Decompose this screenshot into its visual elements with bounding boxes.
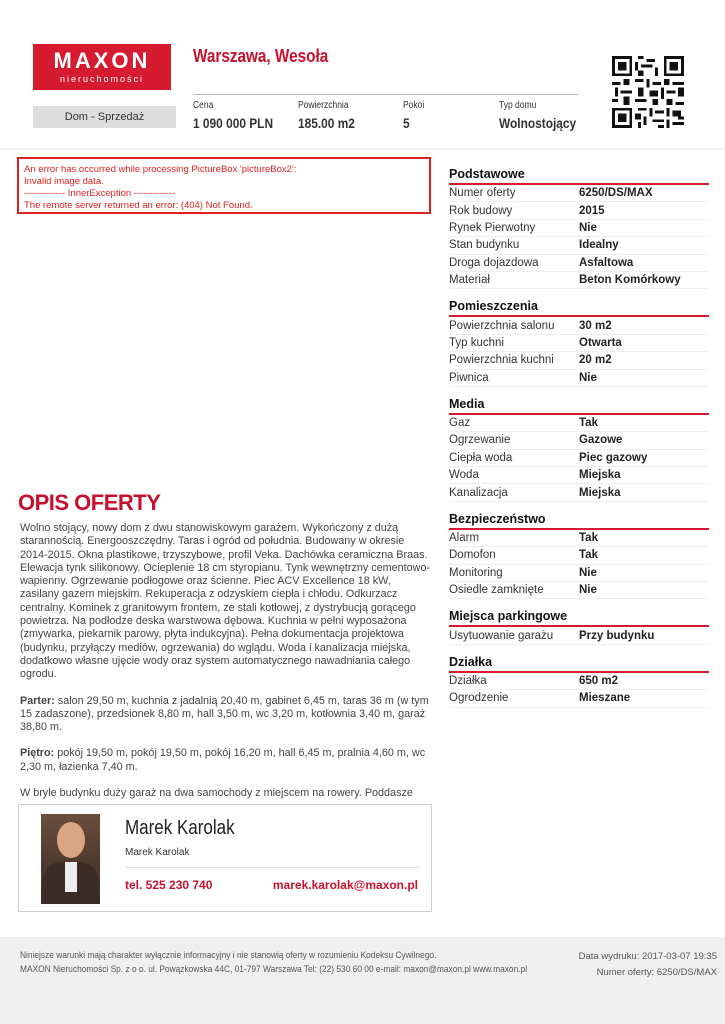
detail-key: Monitoring [449,566,503,579]
detail-key: Usytuowanie garażu [449,629,554,642]
details-section [449,607,709,644]
detail-value: Beton Komórkowy [579,274,681,287]
description-paragraph: W bryle budynku duży garaż na dwa samochody z miejscem na rowery. Poddasze [20,787,413,800]
detail-row [449,547,709,564]
detail-key: Stan budynku [449,239,520,252]
detail-row [449,627,709,644]
detail-row [449,484,709,501]
description-paragraph: Wolno stojący, nowy dom z dwu stanowiskowym garażem. Wykończony z dużą starannością. Energooszczędny. Taras i ogród od południa. Budowany w okresie 2014-2015. Okna plastikowe, trzyszybowe, profil Veka. Dachówka ceramiczna Braas. Elewacja tynk silikonowy. Ocieplenie 18 cm styropianu. Tynk wewnętrzny cementowo-wapienny. Ogrzewanie podłogowe oraz ścienne. Piec ACV Excellence 18 kW, zasilany gazem miejskim. Rekuperacja z odzyskiem ciepła i chłodu. Odkurzacz centralny. Kominek z granitowym frontem, ze stali kotłowej, z dystrybucją gorącego powietrza. Na podłodze deska warstwowa dębowa. Kuchnia w pełni wyposażona (zmywarka, piekarnik parowy, płyta indukcyjna). Pełna dokumentacja projektowa (budynku, przyłączy mediów, ogrzewania) do wglądu. Woda i kanalizacja miejska, dodatkowo własne ujęcie wody oraz system automatycznego nawadniania całego ogrodu. [20,522,431,681]
details-section [449,297,709,387]
detail-value: Miejska [579,486,621,499]
fact-label: Typ domu [499,100,537,111]
section-title: Działka [449,653,709,673]
category-badge: Dom - Sprzedaż [33,106,176,128]
detail-row [449,220,709,237]
agent-email-link[interactable]: marek.karolak@maxon.pl [272,878,418,892]
detail-key: Gaz [449,417,471,430]
agent-phone-link[interactable]: tel. 525 230 740 [125,878,213,892]
detail-row [449,582,709,599]
section-title: Bezpieczeństwo [449,510,709,530]
footer-meta [579,949,717,981]
detail-key: Woda [449,469,479,482]
detail-value: Mieszane [579,692,631,705]
property-details [449,165,709,716]
fact-value: Wolnostojący [499,115,577,131]
logo-sub: nieruchomości [59,74,145,84]
detail-row [449,272,709,289]
fact-value: 5 [403,115,410,131]
detail-value: Nie [579,584,597,597]
fact-area [298,100,365,131]
detail-row [449,450,709,467]
detail-value: Otwarta [579,336,622,349]
detail-value: Nie [579,221,597,234]
ground-floor-label: Parter: [20,694,55,707]
detail-row [449,317,709,334]
detail-key: Kanalizacja [449,486,508,499]
footer-company: MAXON Nieruchomości Sp. z o o. ul. Powązkowska 44C, 01-797 Warszawa Tel: (22) 530 60 00 e-mail: maxon@maxon.pl www.maxon.pl [20,964,528,975]
section-title: Media [449,395,709,415]
details-section [449,165,709,289]
details-section [449,395,709,502]
detail-value: Gazowe [579,434,623,447]
header [0,0,725,148]
fact-rooms [403,100,428,131]
footer [0,937,725,1024]
detail-value: Idealny [579,239,619,252]
detail-row [449,370,709,387]
details-section [449,653,709,708]
detail-row [449,255,709,272]
detail-key: Typ kuchni [449,336,504,349]
detail-key: Powierzchnia salonu [449,319,555,332]
detail-key: Materiał [449,274,490,287]
section-title: Podstawowe [449,165,709,185]
fact-label: Powierzchnia [298,100,349,111]
detail-key: Ogrzewanie [449,434,511,447]
detail-value: 30 m2 [579,319,612,332]
offer-number: Numer oferty: 6250/DS/MAX [596,967,717,978]
location-title: Warszawa, Wesoła [193,46,329,66]
description-heading: OPIS OFERTY [18,490,161,515]
agent-card [18,804,432,912]
detail-key: Domofon [449,549,496,562]
detail-key: Rok budowy [449,204,513,217]
detail-value: 6250/DS/MAX [579,187,653,200]
description-text [20,522,432,813]
error-line: ------------- InnerException ------------- [24,188,175,199]
detail-value: 650 m2 [579,675,619,687]
detail-key: Numer oferty [449,187,516,200]
detail-row [449,352,709,369]
detail-key: Droga dojazdowa [449,256,539,269]
fact-house-type [499,100,590,131]
description-paragraph-floor [20,747,432,774]
detail-key: Ogrodzenie [449,692,509,705]
detail-value: Nie [579,371,597,384]
detail-row [449,530,709,547]
detail-row [449,673,709,690]
detail-key: Ciepła woda [449,451,513,464]
section-title: Miejsca parkingowe [449,607,709,627]
header-divider [193,94,578,95]
detail-row [449,690,709,707]
maxon-logo[interactable] [33,44,171,90]
footer-info [20,949,527,977]
ground-floor-text: salon 29,50 m, kuchnia z jadalnią 20,40 m, gabinet 6,45 m, taras 36 m (w tym 15 zadaszone), przedsionek 8,80 m, hall 3,50 m, wc 3,20 m, kotłownia 3,40 m, garaż 38,80 m. [20,694,429,734]
detail-row [449,237,709,254]
description-paragraph-ground [20,695,432,735]
fact-value: 185.00 m2 [298,115,355,131]
first-floor-text: pokój 19,50 m, pokój 19,50 m, pokój 16,20 m, hall 6,45 m, pralnia 4,60 m, wc 2,30 m, łazienka 7,40 m. [20,747,426,773]
detail-value: Miejska [579,469,621,482]
print-date: Data wydruku: 2017-03-07 19:35 [578,951,717,962]
detail-row [449,335,709,352]
footer-disclaimer: Niniejsze warunki mają charakter wyłącznie informacyjny i nie stanowią oferty w rozumieniu Kodeksu Cywilnego. [20,950,437,961]
detail-row [449,467,709,484]
detail-row [449,565,709,582]
error-line: Invalid image data. [24,176,104,187]
error-line: The remote server returned an error: (404) Not Found. [24,200,253,211]
fact-label: Cena [193,100,214,111]
header-separator [0,148,725,150]
logo-brand: MAXON [53,48,151,73]
agent-name: Marek Karolak [125,817,235,839]
section-title: Pomieszczenia [449,297,709,317]
detail-row [449,202,709,219]
detail-value: 2015 [579,204,605,217]
fact-value: 1 090 000 PLN [193,115,274,131]
detail-value: Asfaltowa [579,256,634,269]
details-section [449,510,709,600]
error-line: An error has occurred while processing PictureBox 'pictureBox2': [24,164,297,175]
detail-value: 20 m2 [579,354,612,367]
qr-code-icon[interactable] [612,56,684,128]
detail-key: Rynek Pierwotny [449,221,536,234]
detail-key: Działka [449,675,487,687]
detail-key: Osiedle zamknięte [449,584,544,597]
fact-price [193,100,287,131]
detail-value: Tak [579,532,598,545]
detail-value: Tak [579,549,598,562]
detail-row [449,432,709,449]
detail-key: Piwnica [449,371,489,384]
image-error-box [17,157,431,214]
detail-value: Tak [579,417,598,430]
detail-value: Piec gazowy [579,451,648,464]
agent-subname: Marek Karolak [125,847,190,858]
first-floor-label: Piętro: [20,747,55,760]
fact-label: Pokoi [403,100,425,111]
detail-value: Nie [579,566,597,579]
detail-row [449,415,709,432]
detail-key: Alarm [449,532,480,545]
agent-divider [125,867,420,868]
detail-row [449,185,709,202]
agent-photo [41,814,100,904]
detail-value: Przy budynku [579,629,655,642]
detail-key: Powierzchnia kuchni [449,354,554,367]
